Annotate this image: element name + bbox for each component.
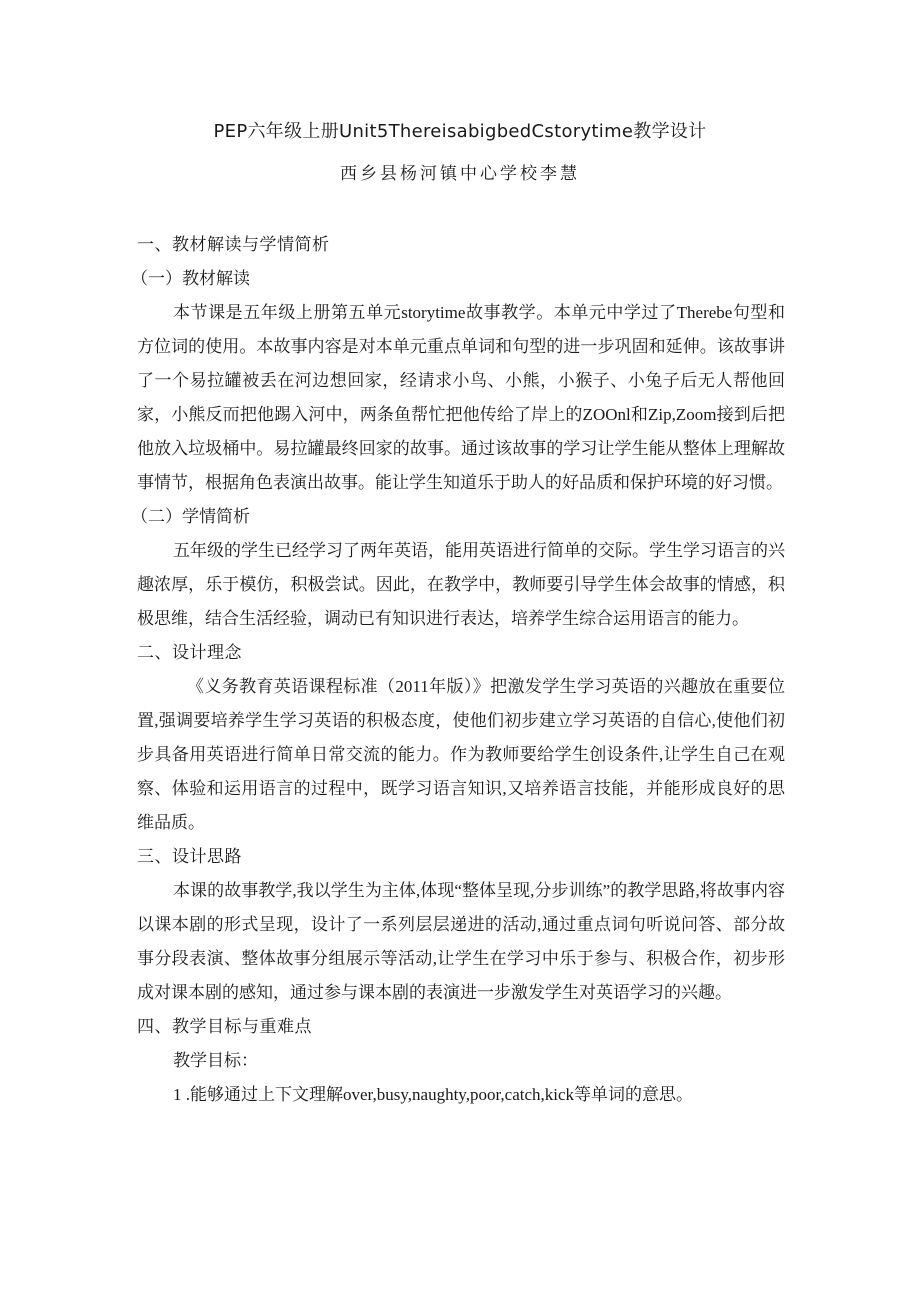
section-heading-1: 一、教材解读与学情简析 [137,235,330,254]
paragraph-textbook-analysis: 本节课是五年级上册第五单元storytime故事教学。本单元中学过了Therebe句型和方位词的使用。本故事内容是对本单元重点单词和句型的进一步巩固和延伸。该故事讲了一个易拉罐被丢在河边想回家，经请求小鸟、小熊，小猴子、小兔子后无人帮他回家，小熊反而把他踢入河中，两条鱼帮忙把他传给了岸上的ZOOnl和Zip,Zoom接到后把他放入垃圾桶中。易拉罐最终回家的故事。通过该故事的学习让学生能从整体上理解故事情节，根据角色表演出故事。能让学生知道乐于助人的好品质和保护环境的好习惯。 [137,303,785,492]
section-heading-4: 四、教学目标与重难点 [137,1017,312,1036]
paragraph-student-analysis: 五年级的学生已经学习了两年英语，能用英语进行简单的交际。学生学习语言的兴趣浓厚，乐于模仿，积极尝试。因此，在教学中，教师要引导学生体会故事的情感，积极思维，结合生活经验，调动已有知识进行表达，培养学生综合运用语言的能力。 [137,541,785,628]
teaching-goals-label: 教学目标： [173,1051,258,1070]
document-author: 西乡县杨河镇中心学校李慧 [340,164,580,184]
section-heading-3: 三、设计思路 [137,847,242,866]
subsection-heading-1a: （一）教材解读 [131,269,250,288]
section-heading-2: 二、设计理念 [137,643,242,662]
paragraph-design-approach: 本课的故事教学,我以学生为主体,体现“整体呈现,分步训练”的教学思路,将故事内容以课本剧的形式呈现，设计了一系列层层递进的活动,通过重点词句听说问答、部分故事分段表演、整体故事分组展示等活动,让学生在学习中乐于参与、积极合作，初步形成对课本剧的感知，通过参与课本剧的表演进一步激发学生对英语学习的兴趣。 [137,881,785,1002]
document-body [131,228,785,1112]
paragraph-design-concept: 《义务教育英语课程标准（2011年版）》把激发学生学习英语的兴趣放在重要位置,强调要培养学生学习英语的积极态度，使他们初步建立学习英语的自信心,使他们初步具备用英语进行简单日常交流的能力。作为教师要给学生创设条件,让学生自己在观察、体验和运用语言的过程中，既学习语言知识,又培养语言技能，并能形成良好的思维品质。 [137,677,785,832]
document-title: PEP六年级上册Unit5ThereisabigbedCstorytime教学设计 [213,121,707,142]
teaching-goal-item-1: 1 .能够通过上下文理解over,busy,naughty,poor,catch,kick等单词的意思。 [173,1085,694,1104]
subsection-heading-1b: （二）学情简析 [131,507,250,526]
